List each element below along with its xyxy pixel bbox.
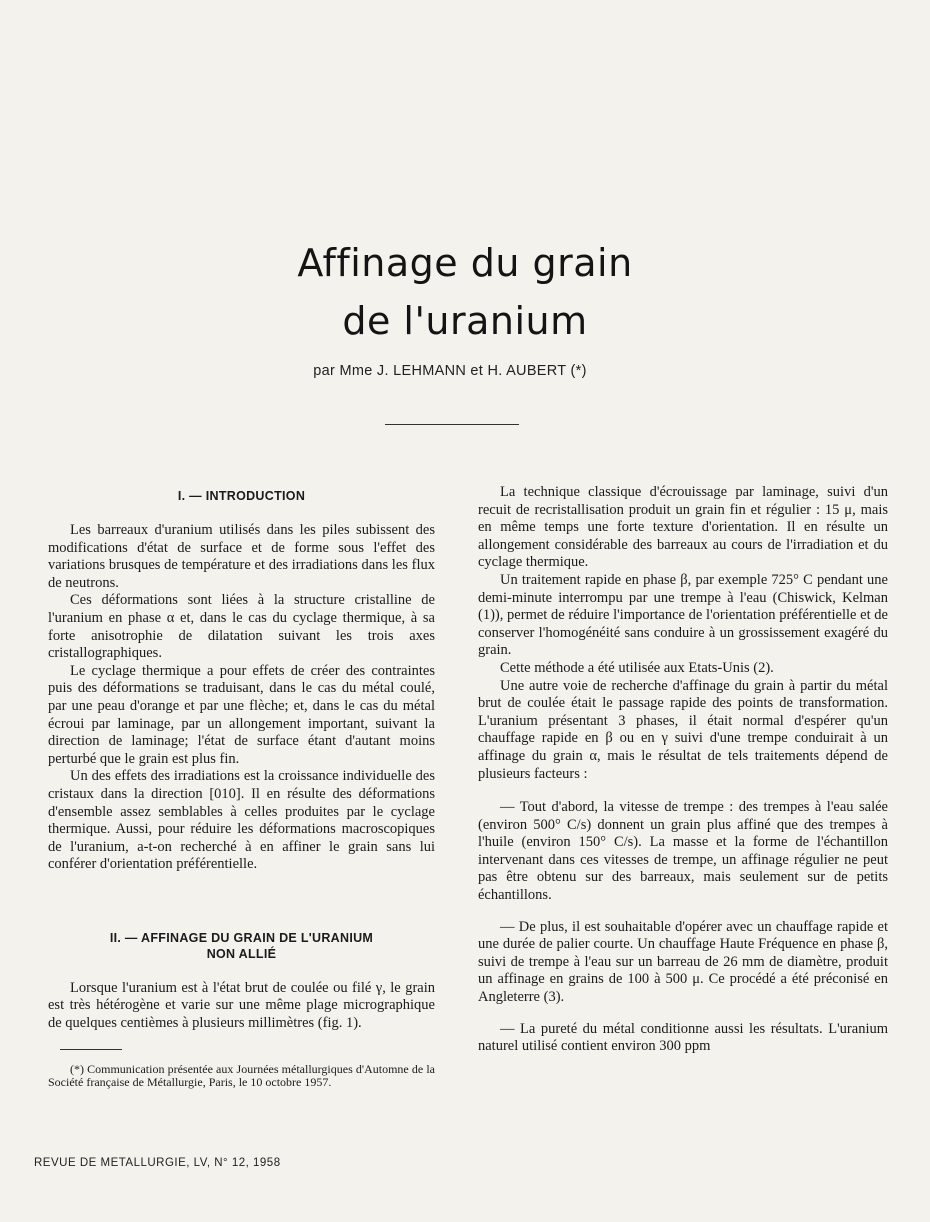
title-line-1: Affinage du grain	[297, 241, 633, 285]
paragraph: Une autre voie de recherche d'affinage du grain à partir du métal brut de coulée était le passage rapide des points de transformation. L'uranium présentant 3 phases, il était normal d'espérer qu'un chauffage rapide en β ou en γ suivi d'une trempe conduirait à un affinage du grain α, mais le résultat de tels traitements dépend de plusieurs facteurs :	[478, 677, 888, 782]
title-divider	[385, 424, 519, 425]
paragraph: Un des effets des irradiations est la croissance individuelle des cristaux dans la direction [010]. Il en résulte des déformations d'ensemble assez semblables à celles produites par le cyclage thermique. Aussi, pour réduire les déformations macroscopiques de l'uranium, a-t-on recherché à en affiner le grain sans lui conférer d'orientation préférentielle.	[48, 768, 435, 873]
paragraph: La technique classique d'écrouissage par laminage, suivi d'un recuit de recristallisation produit un grain fin et régulier : 15 μ, mais en même temps une forte texture d'orientation. Il en résulte un allongement considérable des barreaux au cours de l'irradiation et du cyclage thermique.	[478, 484, 888, 571]
paragraph: Cette méthode a été utilisée aux Etats-Unis (2).	[500, 659, 774, 676]
spacer	[478, 783, 888, 799]
title-line-2: de l'uranium	[342, 299, 588, 343]
left-column	[48, 484, 435, 1090]
journal-reference: REVUE DE METALLURGIE, LV, N° 12, 1958	[34, 1157, 281, 1169]
footnote-divider	[60, 1049, 122, 1050]
spacer	[478, 1007, 888, 1021]
paragraph: Le cyclage thermique a pour effets de créer des contraintes puis des déformations se traduisant, dans le cas du métal coulé, par une peau d'orange et par une flèche; et, dans le cas du métal écroui par laminage, par un allongement important, suivant la direction de laminage; l'état de surface étant d'autant moins perturbé que le grain est plus fin.	[48, 662, 435, 767]
spacer	[478, 905, 888, 919]
section-heading-line-2: NON ALLIÉ	[206, 946, 277, 961]
section-heading-affinage	[48, 930, 435, 962]
paragraph: Lorsque l'uranium est à l'état brut de coulée ou filé γ, le grain est très hétérogène et varie sur une même plage micrographique de quelques centièmes à plusieurs millimètres (fig. 1).	[48, 979, 435, 1032]
paragraph: — De plus, il est souhaitable d'opérer avec un chauffage rapide et une durée de palier courte. Un chauffage Haute Fréquence en phase β, suivi de trempe à l'eau sur un barreau de 26 mm de diamètre, produit un affinage en grains de 100 à 500 μ. Ce procédé a été préconisé en Angleterre (3).	[478, 918, 888, 1006]
paragraph: — Tout d'abord, la vitesse de trempe : des trempes à l'eau salée (environ 500° C/s) donnent un grain plus affiné que des trempes à l'huile (environ 150° C/s). La masse et la forme de l'échantillon intervenant dans ces vitesses de trempe, un affinage régulier ne peut pas être obtenu sur des barreaux, mais seulement sur de petits échantillons.	[478, 799, 888, 904]
section-heading-introduction: I. — INTRODUCTION	[177, 489, 306, 503]
footnote: (*) Communication présentée aux Journées métallurgiques d'Automne de la Société française de Métallurgie, Paris, le 10 octobre 1957.	[48, 1061, 435, 1090]
right-column	[478, 484, 888, 1056]
paragraph: — La pureté du métal conditionne aussi les résultats. L'uranium naturel utilisé contient environ 300 ppm	[478, 1020, 888, 1055]
paragraph: Ces déformations sont liées à la structure cristalline de l'uranium en phase α et, dans le cas du cyclage thermique, à sa forte anisotrophie de dilatation suivant les trois axes cristallographiques.	[48, 592, 435, 662]
author-byline: par Mme J. LEHMANN et H. AUBERT (*)	[313, 363, 587, 379]
paragraph: Les barreaux d'uranium utilisés dans les piles subissent des modifications d'état de surface et de forme sous l'effet des variations brusques de température et des irradiations dans les flux de neutrons.	[48, 522, 435, 591]
article-title	[0, 234, 930, 350]
paragraph: Un traitement rapide en phase β, par exemple 725° C pendant une demi-minute interrompu par une trempe à l'eau (Chiswick, Kelman (1)), permet de réduire l'importance de l'orientation préférentielle et de conserver l'homogénéité sans conduire à un grossissement exagéré du grain.	[478, 571, 888, 659]
section-heading-line-1: II. — AFFINAGE DU GRAIN DE L'URANIUM	[109, 930, 374, 945]
